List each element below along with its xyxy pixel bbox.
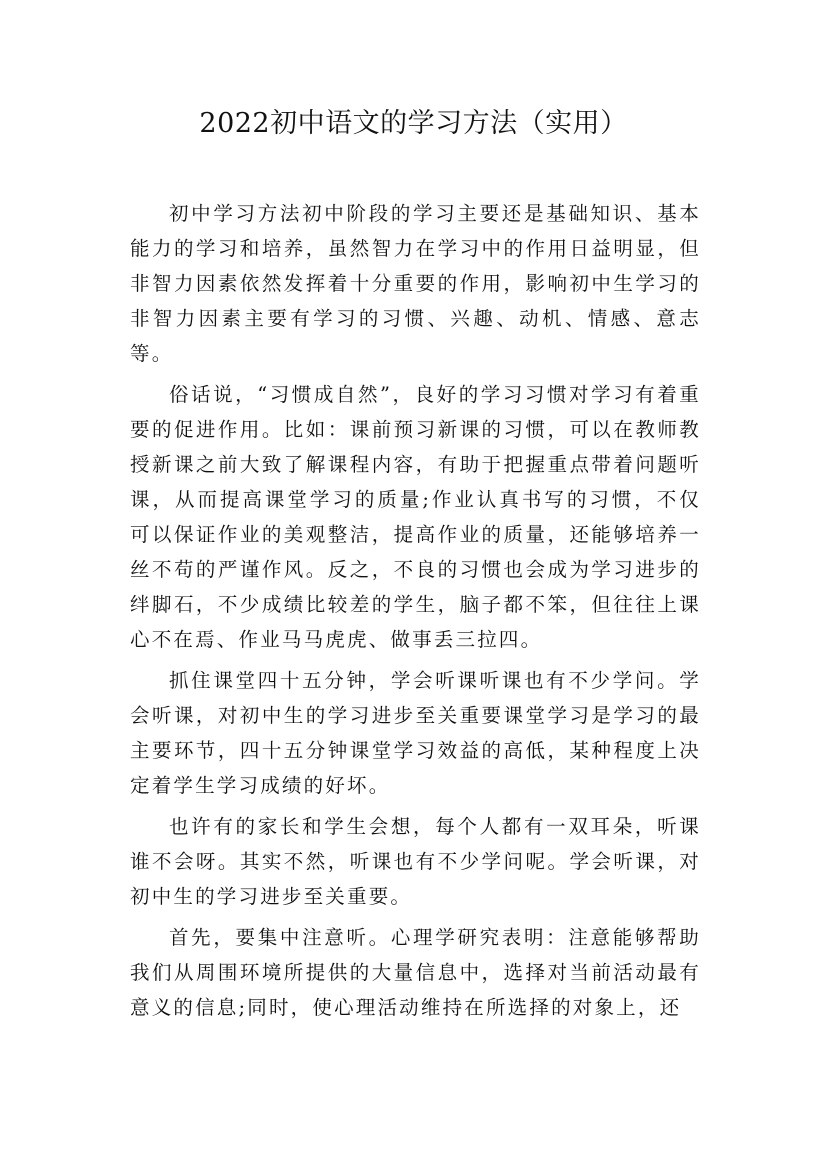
paragraph-habits-intro: 初中学习方法初中阶段的学习主要还是基础知识、基本能力的学习和培养，虽然智力在学习中的作用日益明显，但非智力因素依然发挥着十分重要的作用，影响初中生学习的非智力因素主要有学习的习惯、兴趣、动机、情感、意志等。: [130, 202, 701, 365]
paragraph-listening-skills: 也许有的家长和学生会想，每个人都有一双耳朵，听课谁不会呀。其实不然，听课也有不少学问呢。学会听课，对初中生的学习进步至关重要。: [130, 815, 701, 908]
paragraph-focus-attention: 首先，要集中注意听。心理学研究表明：注意能够帮助我们从周围环境所提供的大量信息中，选择对当前活动最有意义的信息;同时，使心理活动维持在所选择的对象上，还: [130, 926, 701, 1019]
document-body: [130, 196, 701, 1031]
paragraph-classroom-45-minutes: 抓住课堂四十五分钟，学会听课听课也有不少学问。学会听课，对初中生的学习进步至关重要课堂学习是学习的最主要环节，四十五分钟课堂学习效益的高低，某种程度上决定着学生学习成绩的好坏。: [130, 669, 701, 797]
paragraph-good-habits: 俗话说，“习惯成自然”，良好的学习习惯对学习有着重要的促进作用。比如：课前预习新课的习惯，可以在教师教授新课之前大致了解课程内容，有助于把握重点带着问题听课，从而提高课堂学习的质量;作业认真书写的习惯，不仅可以保证作业的美观整洁，提高作业的质量，还能够培养一丝不苟的严谨作风。反之，不良的习惯也会成为学习进步的绊脚石，不少成绩比较差的学生，脑子都不笨，但往往上课心不在焉、作业马马虎虎、做事丢三拉四。: [130, 383, 701, 651]
document-title: 2022初中语文的学习方法（实用）: [199, 108, 628, 139]
